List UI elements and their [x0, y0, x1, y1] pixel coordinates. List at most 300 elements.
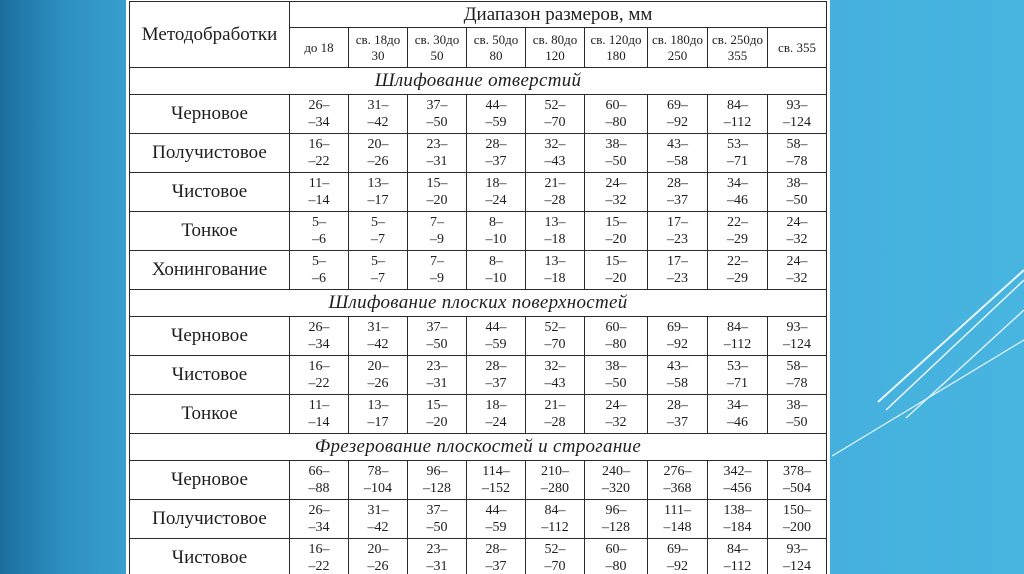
value-cell [585, 539, 648, 574]
cell-line: –23 [667, 271, 688, 286]
range-column-header [648, 28, 708, 68]
cell-line: 28– [485, 137, 507, 152]
section-row [130, 290, 827, 317]
value-cell [648, 317, 708, 356]
value-cell [585, 317, 648, 356]
value-cell [467, 461, 526, 500]
cell-line: –70 [544, 559, 566, 574]
cell-line: 11– [308, 176, 330, 191]
cell-line: –43 [544, 376, 566, 391]
cell-line: –17 [367, 415, 389, 430]
cell-line: 44– [485, 98, 507, 113]
cell-line: –10 [485, 232, 507, 247]
cell-line: –124 [783, 115, 812, 130]
cell-line: –148 [663, 520, 692, 535]
value-cell [526, 395, 585, 434]
value-cell [290, 173, 349, 212]
cell-line: 52– [544, 542, 566, 557]
cell-line: –80 [605, 559, 627, 574]
cell-line: –29 [727, 232, 748, 247]
value-cell [349, 134, 408, 173]
cell-line: 24– [786, 254, 808, 269]
cell-line: 60– [605, 98, 627, 113]
value-cell [526, 356, 585, 395]
value-cell [708, 251, 768, 290]
decorative-lines [824, 0, 1024, 574]
value-cell [768, 356, 827, 395]
cell-line: 60– [605, 320, 627, 335]
cell-line: 8– [489, 254, 503, 269]
cell-line: –24 [485, 193, 507, 208]
table-row [130, 356, 827, 395]
value-cell [585, 500, 648, 539]
range-column-header [768, 28, 827, 68]
cell-line: 21– [544, 176, 566, 191]
cell-line: –42 [367, 520, 389, 535]
cell-line: –26 [367, 154, 389, 169]
method-header [130, 2, 290, 68]
cell-line: –50 [786, 193, 808, 208]
cell-line: –32 [605, 193, 627, 208]
cell-line: 5– [312, 215, 326, 230]
cell-line: 13– [544, 254, 566, 269]
value-cell [290, 461, 349, 500]
cell-line: –42 [367, 115, 389, 130]
method-name: Тонкое [130, 212, 290, 251]
cell-line: –22 [308, 376, 330, 391]
value-cell [648, 134, 708, 173]
value-cell [526, 539, 585, 574]
value-cell [708, 461, 768, 500]
cell-line: 23– [426, 542, 448, 557]
cell-line: 37– [426, 98, 448, 113]
cell-line: св. 50 [473, 31, 506, 47]
range-column-header [585, 28, 648, 68]
cell-line: 16– [308, 359, 330, 374]
cell-line: 24– [605, 398, 627, 413]
cell-line: св. 120 [590, 31, 629, 47]
cell-line: 22– [727, 254, 748, 269]
cell-line: 23– [426, 359, 448, 374]
value-cell [648, 95, 708, 134]
cell-line: 5– [371, 254, 385, 269]
value-cell [585, 251, 648, 290]
method-name: Получистовое [130, 134, 290, 173]
table-row [130, 317, 827, 356]
cell-line: –32 [786, 271, 808, 286]
cell-line: –31 [426, 154, 448, 169]
cell-line: св. 18 [355, 31, 388, 47]
cell-line: –7 [371, 271, 385, 286]
value-cell [708, 539, 768, 574]
section-row [130, 434, 827, 461]
cell-line: 96– [426, 464, 448, 479]
range-column-header [467, 28, 526, 68]
cell-line: –34 [308, 520, 330, 535]
cell-line: –58 [667, 154, 688, 169]
method-name: Хонингование [130, 251, 290, 290]
range-column-header [290, 28, 349, 68]
section-row [130, 68, 827, 95]
cell-line: –10 [485, 271, 507, 286]
scanned-table-sheet [126, 0, 830, 574]
cell-line: 53– [727, 137, 748, 152]
table-row [130, 173, 827, 212]
cell-line: –104 [364, 481, 392, 496]
value-cell [467, 500, 526, 539]
value-cell [585, 395, 648, 434]
cell-line: 84– [727, 98, 748, 113]
cell-line: 93– [786, 542, 808, 557]
cell-line: 52– [544, 98, 566, 113]
cell-line: –80 [605, 337, 627, 352]
cell-line: св. 180 [651, 31, 690, 47]
cell-line: –28 [544, 193, 566, 208]
value-cell [526, 173, 585, 212]
cell-line: до 120 [545, 31, 578, 63]
method-name: Черновое [130, 317, 290, 356]
cell-line: –32 [605, 415, 627, 430]
value-cell [648, 251, 708, 290]
table-row [130, 134, 827, 173]
cell-line: –50 [426, 115, 448, 130]
value-cell [408, 95, 467, 134]
cell-line: 26– [308, 320, 330, 335]
cell-line: 114– [482, 464, 510, 479]
cell-line: –78 [786, 376, 808, 391]
cell-line: 69– [667, 98, 688, 113]
value-cell [708, 317, 768, 356]
range-column-header [349, 28, 408, 68]
cell-line: 20– [367, 137, 389, 152]
cell-line: до 50 [430, 31, 460, 63]
value-cell [290, 212, 349, 251]
cell-line: –46 [727, 193, 748, 208]
value-cell [768, 134, 827, 173]
cell-line: –42 [367, 337, 389, 352]
cell-line: –31 [426, 376, 448, 391]
value-cell [526, 251, 585, 290]
cell-line: 15– [426, 176, 448, 191]
cell-line: 37– [426, 503, 448, 518]
cell-line: 16– [308, 137, 330, 152]
value-cell [526, 461, 585, 500]
value-cell [585, 173, 648, 212]
cell-line: –504 [783, 481, 812, 496]
value-cell [290, 134, 349, 173]
value-cell [349, 395, 408, 434]
value-cell [290, 356, 349, 395]
cell-line: 52– [544, 320, 566, 335]
cell-line: 210– [541, 464, 569, 479]
cell-line: –70 [544, 115, 566, 130]
cell-line: 20– [367, 542, 389, 557]
cell-line: 26– [308, 503, 330, 518]
cell-line: 13– [544, 215, 566, 230]
cell-line: св. 80 [532, 31, 565, 47]
cell-line: –6 [312, 232, 326, 247]
cell-line: –50 [426, 520, 448, 535]
cell-line: –23 [667, 232, 688, 247]
cell-line: –20 [605, 271, 627, 286]
value-cell [467, 134, 526, 173]
cell-line: –124 [783, 337, 812, 352]
cell-line: 24– [605, 176, 627, 191]
cell-line: –14 [308, 415, 330, 430]
table-row [130, 212, 827, 251]
value-cell [408, 500, 467, 539]
value-cell [408, 356, 467, 395]
cell-line: 38– [605, 137, 627, 152]
cell-line: 44– [485, 503, 507, 518]
cell-line: 60– [605, 542, 627, 557]
cell-line: –280 [541, 481, 569, 496]
method-name: Чистовое [130, 539, 290, 574]
value-cell [349, 356, 408, 395]
section-title: Фрезерование плоскостей и строгание [130, 434, 827, 461]
cell-line: 18– [485, 398, 507, 413]
table-row [130, 251, 827, 290]
section-title: Шлифование отверстий [130, 68, 827, 95]
cell-line: 31– [367, 320, 389, 335]
cell-line: –80 [605, 115, 627, 130]
cell-line: –34 [308, 337, 330, 352]
value-cell [349, 212, 408, 251]
cell-line: 5– [371, 215, 385, 230]
tolerance-table [129, 1, 827, 574]
cell-line: –31 [426, 559, 448, 574]
value-cell [585, 461, 648, 500]
cell-line: 28– [667, 176, 688, 191]
cell-line: –24 [485, 415, 507, 430]
value-cell [408, 173, 467, 212]
value-cell [526, 134, 585, 173]
range-column-header [408, 28, 467, 68]
cell-line: 22– [727, 215, 748, 230]
value-cell [768, 317, 827, 356]
value-cell [708, 500, 768, 539]
cell-line: 24– [786, 215, 808, 230]
cell-line: 93– [786, 98, 808, 113]
value-cell [349, 500, 408, 539]
cell-line: –58 [667, 376, 688, 391]
cell-line: св. 355 [778, 39, 816, 55]
value-cell [648, 539, 708, 574]
cell-line: 111– [664, 503, 691, 518]
value-cell [290, 539, 349, 574]
value-cell [768, 539, 827, 574]
cell-line: –59 [485, 115, 507, 130]
cell-line: –14 [308, 193, 330, 208]
cell-line: –200 [783, 520, 812, 535]
value-cell [648, 461, 708, 500]
cell-line: до 80 [489, 31, 519, 63]
cell-line: 15– [426, 398, 448, 413]
cell-line: обработки [193, 24, 278, 45]
value-cell [290, 317, 349, 356]
section-title: Шлифование плоских поверхностей [130, 290, 827, 317]
value-cell [708, 356, 768, 395]
cell-line: –92 [667, 559, 688, 574]
value-cell [467, 356, 526, 395]
value-cell [648, 395, 708, 434]
cell-line: 7– [430, 254, 444, 269]
cell-line: –88 [308, 481, 330, 496]
cell-line: –112 [723, 559, 752, 574]
value-cell [768, 395, 827, 434]
cell-line: –18 [544, 232, 566, 247]
cell-line: 53– [727, 359, 748, 374]
cell-line: 34– [727, 176, 748, 191]
cell-line: –320 [602, 481, 630, 496]
value-cell [408, 539, 467, 574]
cell-line: –152 [482, 481, 510, 496]
value-cell [349, 317, 408, 356]
cell-line: –78 [786, 154, 808, 169]
cell-line: –128 [602, 520, 630, 535]
value-cell [708, 395, 768, 434]
cell-line: 84– [727, 542, 748, 557]
cell-line: 28– [485, 542, 507, 557]
cell-line: 28– [667, 398, 688, 413]
cell-line: –22 [308, 154, 330, 169]
method-name: Чистовое [130, 356, 290, 395]
value-cell [585, 95, 648, 134]
cell-line: 31– [367, 503, 389, 518]
cell-line: 240– [602, 464, 630, 479]
cell-line: 44– [485, 320, 507, 335]
cell-line: 69– [667, 320, 688, 335]
cell-line: 58– [786, 137, 808, 152]
value-cell [349, 539, 408, 574]
cell-line: 78– [367, 464, 389, 479]
value-cell [708, 173, 768, 212]
cell-line: до 180 [606, 31, 642, 63]
value-cell [708, 134, 768, 173]
cell-line: 138– [723, 503, 752, 518]
range-header: Диапазон размеров, мм [290, 2, 827, 28]
value-cell [708, 212, 768, 251]
table-row [130, 539, 827, 574]
cell-line: –20 [605, 232, 627, 247]
header-row-top [130, 2, 827, 28]
cell-line: 28– [485, 359, 507, 374]
cell-line: св. 30 [414, 31, 447, 47]
value-cell [648, 500, 708, 539]
cell-line: 93– [786, 320, 808, 335]
value-cell [408, 461, 467, 500]
method-name: Черновое [130, 95, 290, 134]
cell-line: 378– [783, 464, 812, 479]
cell-line: 32– [544, 359, 566, 374]
cell-line: –37 [667, 415, 688, 430]
cell-line: 342– [723, 464, 752, 479]
cell-line: –28 [544, 415, 566, 430]
cell-line: –50 [605, 154, 627, 169]
cell-line: –17 [367, 193, 389, 208]
value-cell [768, 173, 827, 212]
table-row [130, 95, 827, 134]
cell-line: –184 [723, 520, 752, 535]
cell-line: 37– [426, 320, 448, 335]
cell-line: –456 [723, 481, 752, 496]
cell-line: 96– [605, 503, 627, 518]
cell-line: –59 [485, 520, 507, 535]
cell-line: –112 [541, 520, 569, 535]
cell-line: 43– [667, 137, 688, 152]
cell-line: –29 [727, 271, 748, 286]
cell-line: –20 [426, 415, 448, 430]
cell-line: –34 [308, 115, 330, 130]
cell-line: 13– [367, 176, 389, 191]
cell-line: –9 [430, 271, 444, 286]
cell-line: –37 [667, 193, 688, 208]
value-cell [349, 173, 408, 212]
value-cell [768, 251, 827, 290]
value-cell [585, 134, 648, 173]
cell-line: 31– [367, 98, 389, 113]
cell-line: –32 [786, 232, 808, 247]
method-name: Черновое [130, 461, 290, 500]
value-cell [708, 95, 768, 134]
value-cell [585, 212, 648, 251]
value-cell [768, 500, 827, 539]
value-cell [349, 461, 408, 500]
cell-line: –70 [544, 337, 566, 352]
cell-line: 7– [430, 215, 444, 230]
cell-line: 18– [485, 176, 507, 191]
cell-line: –71 [727, 154, 748, 169]
value-cell [290, 251, 349, 290]
cell-line: 150– [783, 503, 812, 518]
value-cell [290, 95, 349, 134]
range-column-header [526, 28, 585, 68]
cell-line: –112 [723, 337, 752, 352]
cell-line: –18 [544, 271, 566, 286]
value-cell [290, 395, 349, 434]
cell-line: 26– [308, 98, 330, 113]
value-cell [467, 173, 526, 212]
value-cell [290, 500, 349, 539]
value-cell [648, 173, 708, 212]
cell-line: –6 [312, 271, 326, 286]
cell-line: –112 [723, 115, 752, 130]
cell-line: –368 [663, 481, 692, 496]
method-name: Тонкое [130, 395, 290, 434]
value-cell [768, 212, 827, 251]
cell-line: –9 [430, 232, 444, 247]
value-cell [349, 251, 408, 290]
cell-line: до 18 [304, 39, 334, 55]
cell-line: до 30 [371, 31, 401, 63]
cell-line: 8– [489, 215, 503, 230]
cell-line: 43– [667, 359, 688, 374]
value-cell [349, 95, 408, 134]
cell-line: –128 [423, 481, 451, 496]
cell-line: 20– [367, 359, 389, 374]
cell-line: 16– [308, 542, 330, 557]
cell-line: 84– [727, 320, 748, 335]
value-cell [648, 356, 708, 395]
value-cell [408, 212, 467, 251]
cell-line: –71 [727, 376, 748, 391]
cell-line: 66– [308, 464, 330, 479]
value-cell [526, 500, 585, 539]
cell-line: –50 [426, 337, 448, 352]
cell-line: –50 [786, 415, 808, 430]
value-cell [768, 95, 827, 134]
cell-line: 23– [426, 137, 448, 152]
